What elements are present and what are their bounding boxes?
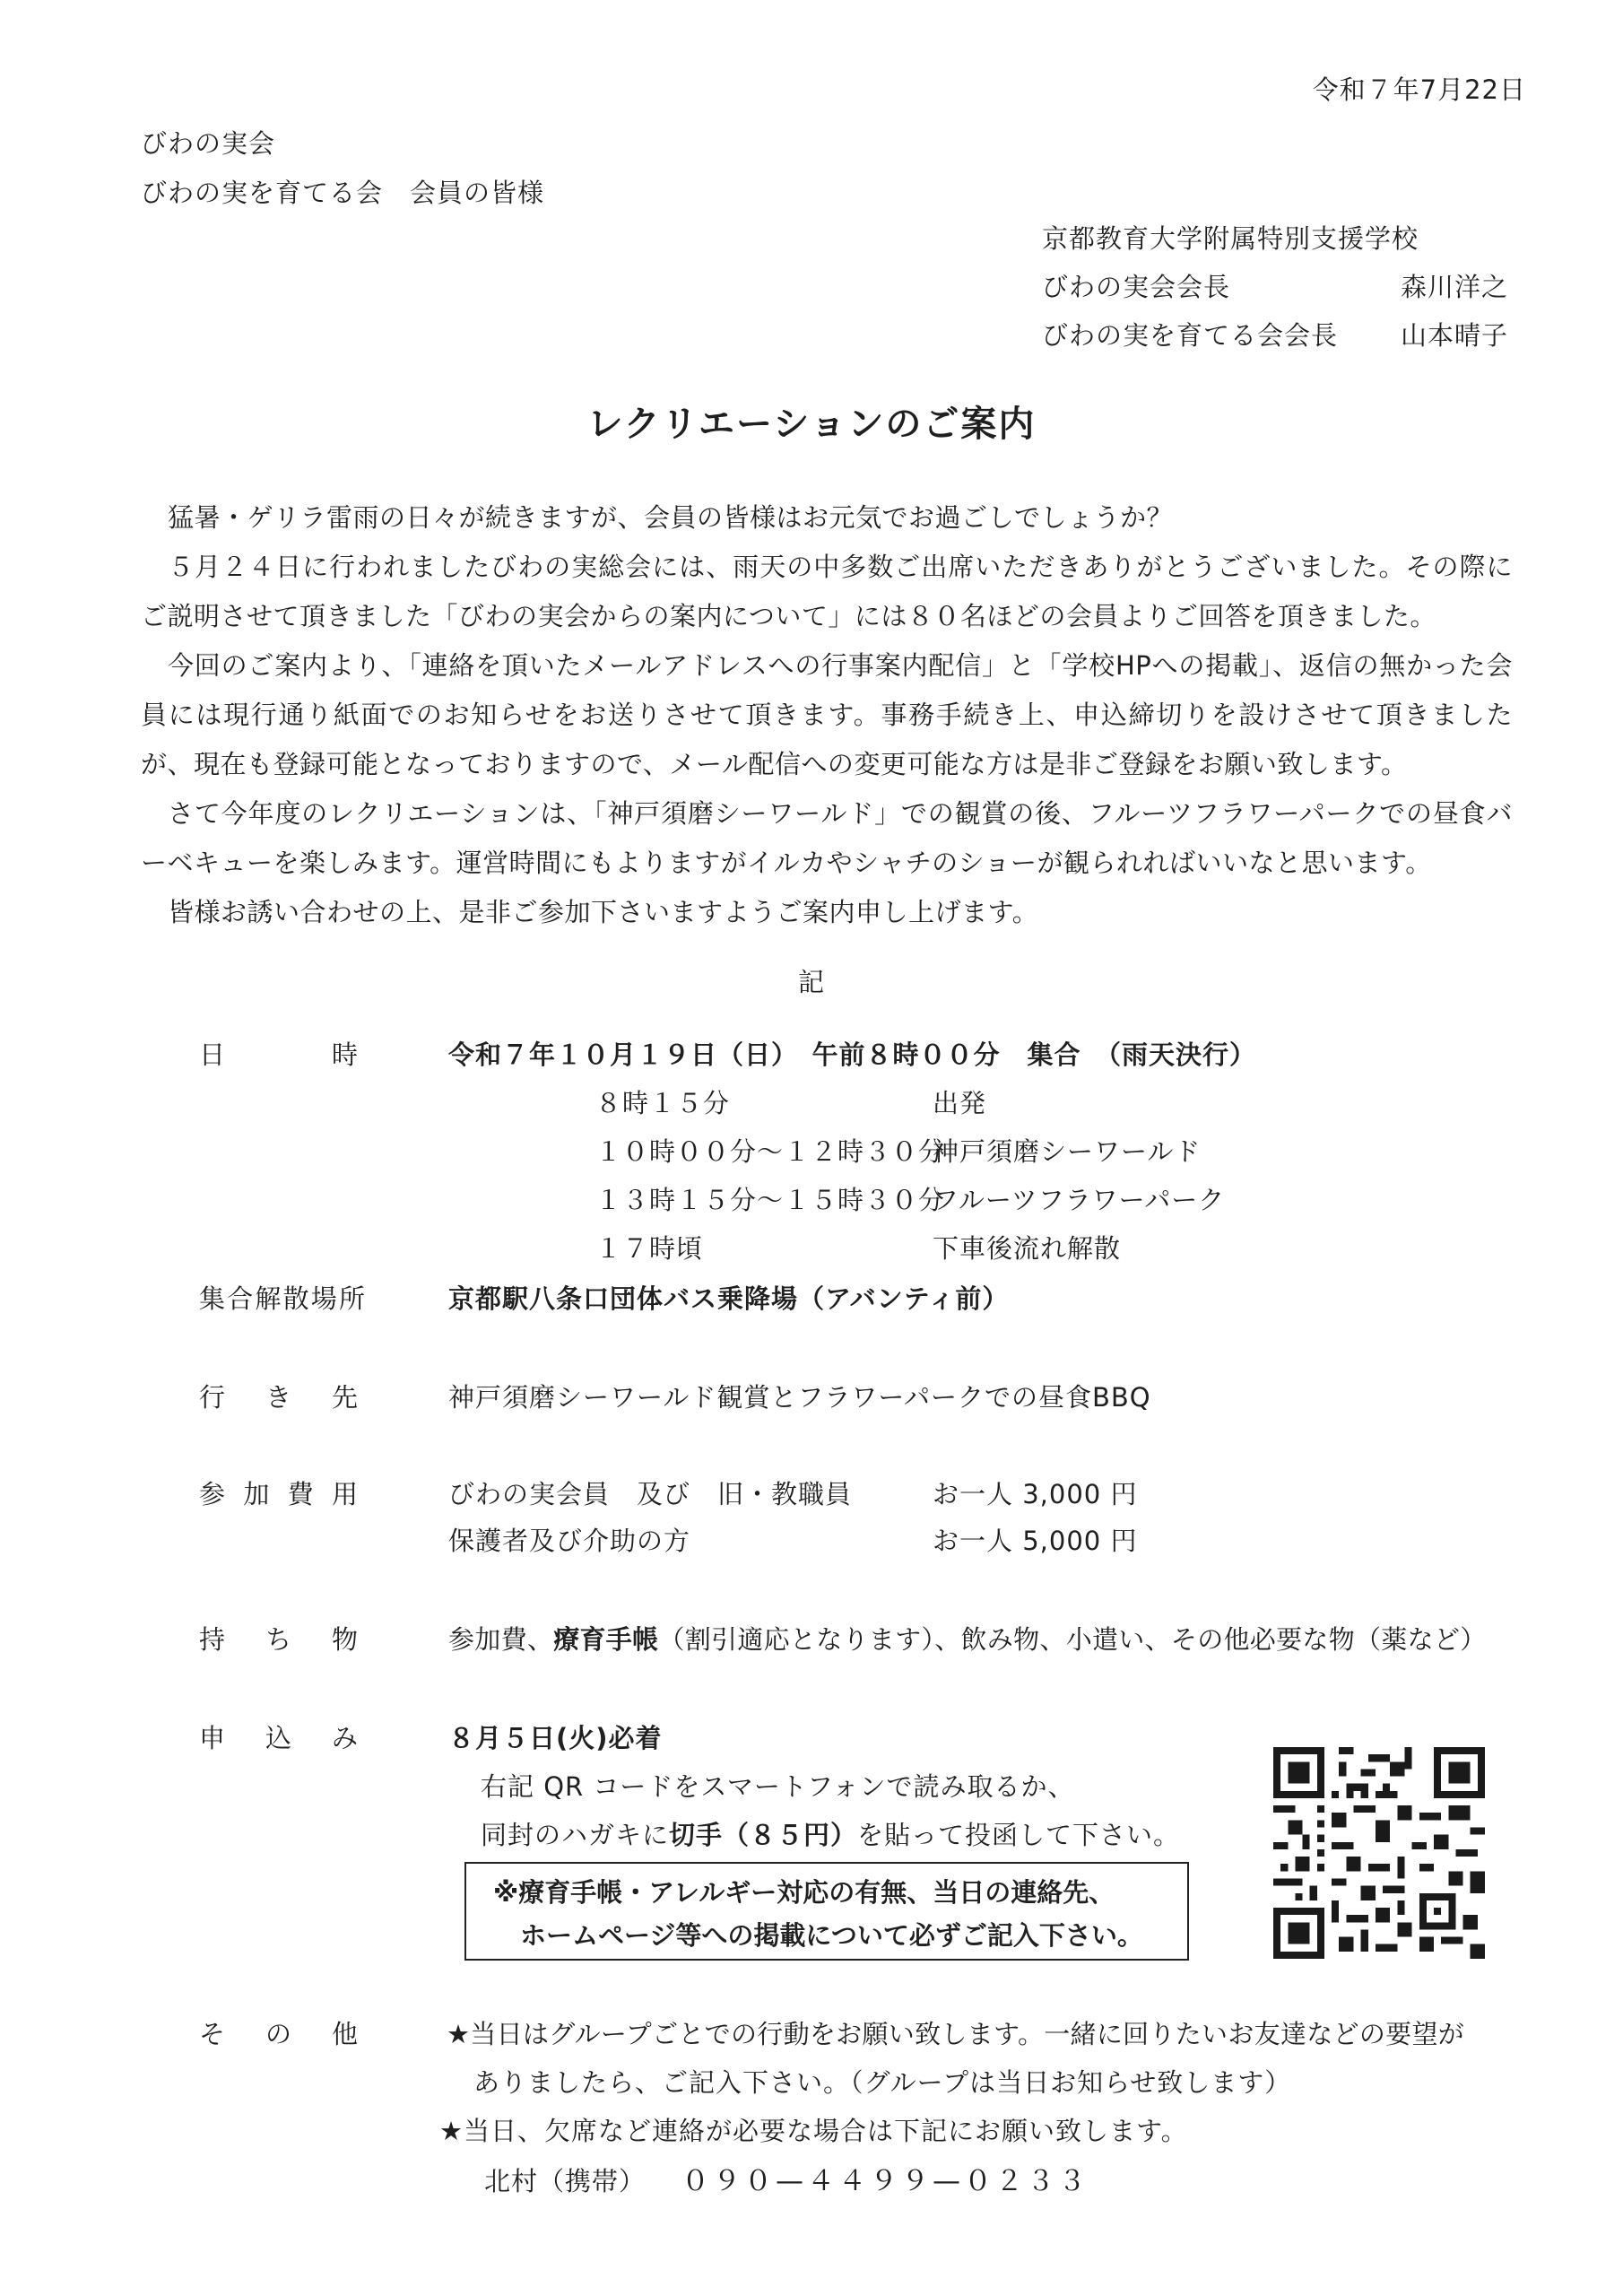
sender-2-name: 山本晴子 [1400,320,1508,351]
other-line-2: ありましたら、ご記入下さい。（グループは当日お知らせ致します） [473,2067,1292,2098]
sender-2-role: びわの実を育てる会会長 [1042,320,1339,351]
body-text [141,493,1513,937]
destination-text: 神戸須磨シーワールド観賞とフラワーパークでの昼食BBQ [448,1382,1151,1413]
fee-row-2-who: 保護者及び介助の方 [448,1526,691,1556]
apply-deadline: ８月５日(火)必着 [448,1723,663,1753]
sender-school: 京都教育大学附属特別支援学校 [1042,223,1419,254]
fee-row-1-price: お一人 3,000 円 [933,1479,1138,1509]
meeting-place: 京都駅八条口団体バス乗降場（アバンティ前） [448,1283,1010,1314]
document-date: 令和７年7月22日 [1312,74,1526,105]
label-destination: 行 き 先 [199,1382,359,1413]
page-title: レクリエーションのご案内 [586,404,1037,445]
body-paragraph: 皆様お誘い合わせの上、是非ご参加下さいますようご案内申し上げます。 [168,897,1039,927]
sender-block [1042,221,1508,366]
datetime-main: 令和７年１０月１９日（日） 午前８時００分 集合 （雨天決行） [448,1039,1257,1070]
stamp-price: 切手（８５円） [669,1820,858,1850]
apply-note-2: ホームページ等への掲載について必ずご記入下さい。 [520,1920,1143,1951]
body-paragraph: 猛暑・ゲリラ雷雨の日々が続きますが、会員の皆様はお元気でお過ごしでしょうか？ [168,502,1174,533]
apply-note-box [464,1862,1189,1961]
label-other: そ の 他 [199,2019,359,2049]
body-paragraph: ５月２４日に行われましたびわの実総会には、雨天の中多数ご出席いただきありがとうございました。その際にご説明させて頂きました「びわの実会からの案内について」には８０名ほどの会員よりご回答を頂きました。 [141,552,1513,631]
body-paragraph: 今回のご案内より、「連絡を頂いたメールアドレスへの行事案内配信」と「学校HPへの掲載」、返信の無かった会員には現行通り紙面でのお知らせをお送りさせて頂きます。事務手続き上、申込締切りを設けさせて頂きましたが、現在も登録可能となっておりますので、メール配信への変更可能な方は是非ご登録をお願い致します。 [141,650,1513,779]
apply-note-1: ※療育手帳・アレルギー対応の有無、当日の連絡先、 [493,1877,1115,1908]
ki-heading: 記 [797,967,825,997]
other-line-1: ★当日はグループごとでの行動をお願い致します。一緒に回りたいお友達などの要望が [447,2019,1465,2049]
other-line-3: ★当日、欠席など連絡が必要な場合は下記にお願い致します。 [439,2116,1188,2146]
label-datetime: 日 時 [199,1039,359,1070]
sender-1-name: 森川洋之 [1400,272,1508,302]
fee-row-1-who: びわの実会員 及び 旧・教職員 [448,1479,853,1509]
label-fee: 参 加 費 用 [199,1479,359,1509]
label-items: 持 ち 物 [199,1624,359,1655]
label-apply: 申 込 み [199,1723,359,1753]
label-place: 集 合 解 散 場 所 [199,1283,366,1314]
sender-1-role: びわの実会会長 [1042,272,1231,302]
addressee-2: びわの実を育てる会 会員の皆様 [141,178,545,208]
qr-code-icon[interactable] [1273,1747,1485,1959]
fee-row-2-price: お一人 5,000 円 [933,1526,1138,1556]
addressee-1: びわの実会 [141,128,276,159]
items-bold: 療育手帳 [553,1624,659,1655]
apply-line-1: 右記 QR コードをスマートフォンで読み取るか、 [481,1771,1075,1802]
contact-phone: ０９０—４４９９—０２３３ [681,2165,1089,2197]
body-paragraph: さて今年度のレクリエーションは、「神戸須磨シーワールド」での観賞の後、フルーツフラワーパークでの昼食バーベキューを楽しみます。運営時間にもよりますがイルカやシャチのショーが観られればいいなと思います。 [141,798,1513,878]
contact-name: 北村（携帯） [484,2166,647,2196]
apply-line-2: 同封のハガキに切手（８５円）を貼って投函して下さい。 [481,1820,1181,1850]
items-text: 参加費、療育手帳（割引適応となります）、飲み物、小遣い、その他必要な物（薬など） [448,1624,1487,1655]
